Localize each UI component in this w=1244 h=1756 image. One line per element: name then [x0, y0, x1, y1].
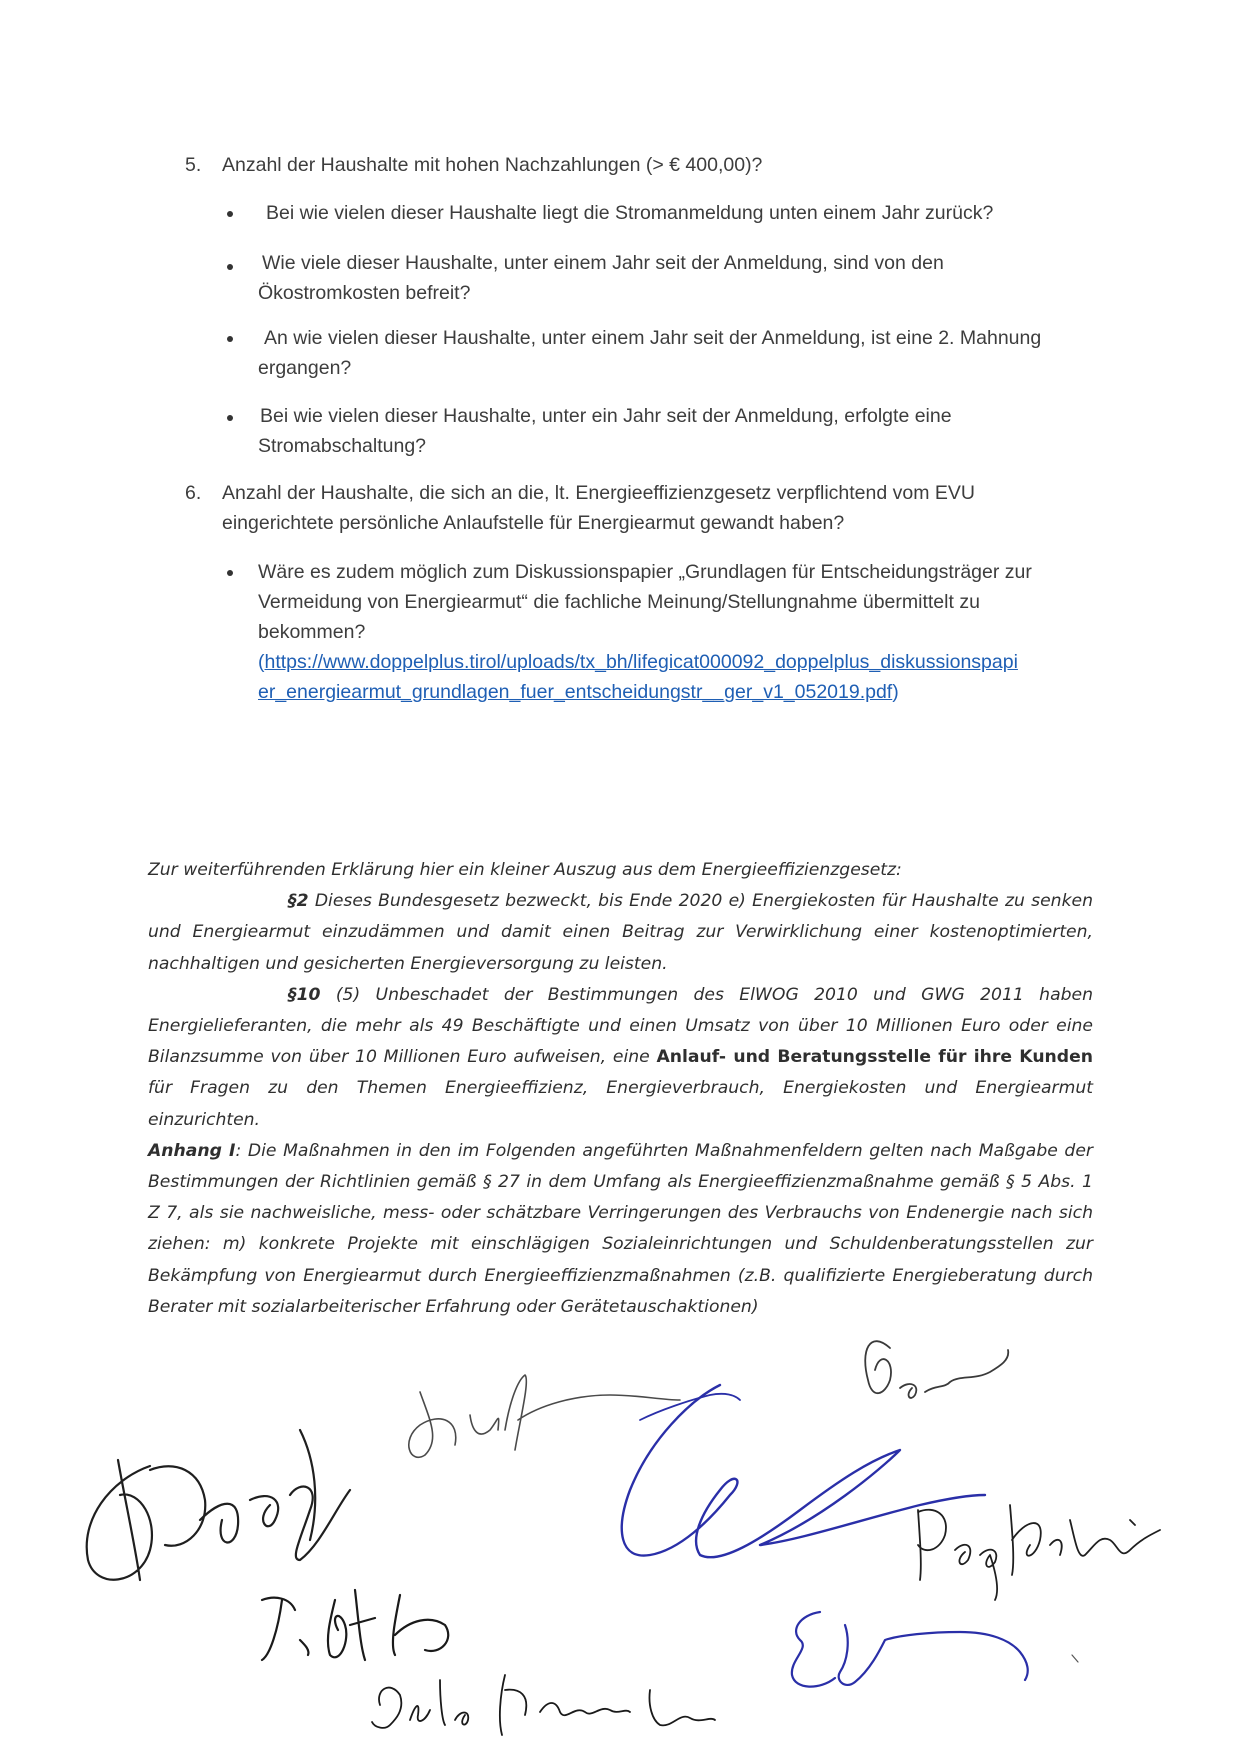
signature-3 — [865, 1341, 1008, 1398]
anhang-label: Anhang I — [148, 1140, 236, 1161]
section-2-text: Dieses Bundesgesetz bezweckt, bis Ende 2020 e) Energiekosten für Haushalte zu senken und Energiearmut einzudämmen und damit einen Beitrag zur Verwirklichung einer kostenoptimierten, nachhaltigen und gesicherten Energieversorgung zu leisten. — [148, 891, 1093, 974]
question-5-sub-2-line-2: Ökostromkosten befreit? — [258, 282, 471, 304]
question-5-number: 5. — [185, 154, 202, 176]
link-url-part-1[interactable]: https://www.doppelplus.tirol/uploads/tx_bh/lifegicat000092_doppelplus_diskussionspapi — [264, 651, 1018, 673]
signature-2 — [409, 1375, 680, 1457]
section-10-label: §10 — [288, 984, 321, 1005]
signature-1 — [87, 1430, 350, 1580]
question-5-text: Anzahl der Haushalte mit hohen Nachzahlungen (> € 400,00)? — [222, 154, 763, 176]
link-open-paren: ( — [258, 651, 265, 673]
question-5-sub-4-line-1: Bei wie vielen dieser Haushalte, unter ein Jahr seit der Anmeldung, erfolgte eine — [260, 405, 952, 427]
section-10-bold: Anlauf- und Beratungsstelle für ihre Kunden — [656, 1047, 1093, 1068]
section-10-text-b: für Fragen zu den Themen Energieeffizienz, Energieverbrauch, Energiekosten und Energiearmut einzurichten. — [148, 1078, 1093, 1130]
question-6-sub-1-line-3: bekommen? — [258, 621, 366, 643]
question-6-sub-1-line-1: Wäre es zudem möglich zum Diskussionspapier „Grundlagen für Entscheidungsträger zur — [258, 561, 1032, 583]
question-5-sub-4-line-2: Stromabschaltung? — [258, 435, 427, 457]
question-5-sub-1: Bei wie vielen dieser Haushalte liegt die Stromanmeldung unten einem Jahr zurück? — [266, 202, 994, 224]
question-5-sub-3-line-2: ergangen? — [258, 357, 352, 379]
excerpt-intro: Zur weiterführenden Erklärung hier ein kleiner Auszug aus dem Energieeffizienzgesetz: — [148, 860, 902, 880]
link-close-paren: ) — [892, 681, 899, 703]
ink-mark — [1072, 1655, 1078, 1662]
signature-7 — [372, 1675, 715, 1735]
question-6-line-2: eingerichtete persönliche Anlaufstelle für Energiearmut gewandt haben? — [222, 512, 845, 534]
section-10-text-a: (5) Unbeschadet der Bestimmungen des ElWOG 2010 und GWG 2011 haben Energielieferanten, die mehr als 49 Beschäftigte und einen Umsatz von über 10 Millionen Euro oder eine Bilanzsumme von über 10 Millionen Euro aufweisen, eine — [148, 984, 1093, 1068]
link-url-part-2[interactable]: er_energiearmut_grundlagen_fuer_entscheidungstr__ger_v1_052019.pdf — [258, 681, 893, 703]
signature-4 — [622, 1385, 985, 1557]
signature-5 — [918, 1505, 1160, 1600]
section-2-label: §2 — [288, 891, 309, 912]
question-5-sub-3-line-1: An wie vielen dieser Haushalte, unter einem Jahr seit der Anmeldung, ist eine 2. Mahnung — [264, 327, 1042, 349]
signature-8 — [792, 1612, 1028, 1687]
question-5-sub-2-line-1: Wie viele dieser Haushalte, unter einem Jahr seit der Anmeldung, sind von den — [262, 252, 944, 274]
question-6-number: 6. — [185, 482, 202, 504]
question-6-sub-1-line-2: Vermeidung von Energiearmut“ die fachliche Meinung/Stellungnahme übermittelt zu — [258, 591, 980, 613]
question-6-line-1: Anzahl der Haushalte, die sich an die, lt. Energieeffizienzgesetz verpflichtend vom EVU — [222, 482, 975, 504]
signature-6 — [262, 1590, 448, 1660]
anhang-text: : Die Maßnahmen in den im Folgenden angeführten Maßnahmenfeldern gelten nach Maßgabe der Bestimmungen der Richtlinien gemäß § 27 in dem Umfang als Energieeffizienzmaßnahme gemäß § 5 Abs. 1 Z 7, als sie nachweisliche, mess- oder schätzbare Verringerungen des Verbrauchs von Endenergie nach sich ziehen: m) konkrete Projekte mit einschlägigen Sozialeinrichtungen und Schuldenberatungsstellen zur Bekämpfung von Energiearmut durch Energieeffizienzmaßnahmen (z.B. qualifizierte Energieberatung durch Berater mit sozialarbeiterischer Erfahrung oder Gerätetauschaktionen) — [148, 1140, 1093, 1317]
